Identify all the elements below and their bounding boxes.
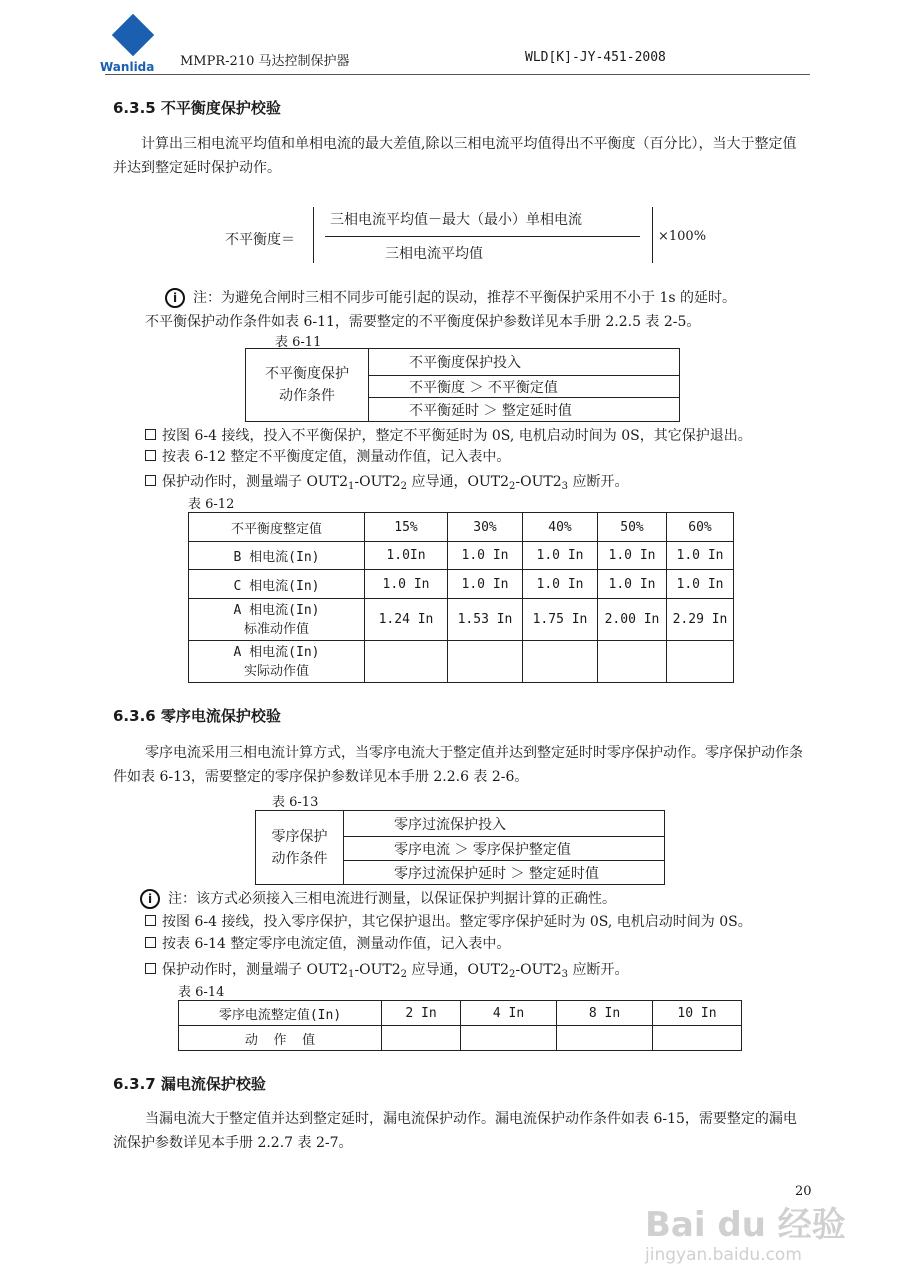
table-caption: 表 6-13 (272, 795, 319, 810)
paragraph: 当漏电流大于整定值并达到整定延时，漏电流保护动作。漏电流保护动作条件如表 6-15，需要整定的漏电流保护参数详见本手册 2.2.7 表 2-7。 (113, 1111, 797, 1151)
logo-text: Wanlida (100, 60, 155, 74)
header-divider (105, 74, 810, 75)
logo-diamond-icon (112, 14, 154, 56)
table-caption: 表 6-11 (275, 335, 322, 350)
note-text: 注：为避免合闸时三相不同步可能引起的误动，推荐不平衡保护采用不小于 1s 的延时。 (193, 290, 736, 306)
note (140, 888, 616, 909)
paragraph: 计算出三相电流平均值和单相电流的最大差值,除以三相电流平均值得出不平衡度（百分比），当大于整定值并达到整定延时保护动作。 (113, 136, 797, 176)
table-cell: 不平衡延时 ＞ 整定延时值 (369, 398, 680, 422)
logo (100, 18, 166, 76)
note (165, 287, 736, 308)
table-row: B 相电流(In) 1.0In 1.0 In 1.0 In 1.0 In 1.0 In (189, 542, 734, 570)
abs-bar-right (652, 207, 653, 263)
table-6-14 (178, 1000, 742, 1051)
table-row: A 相电流(In) 标准动作值 1.24 In 1.53 In 1.75 In 2.00 In 2.29 In (189, 599, 734, 641)
paragraph: 不平衡保护动作条件如表 6-11，需要整定的不平衡度保护参数详见本手册 2.2.5 表 2-5。 (145, 314, 701, 330)
info-icon: i (140, 889, 160, 909)
table-row: A 相电流(In) 实际动作值 (189, 641, 734, 683)
checkbox-icon (145, 937, 156, 948)
section-heading-637: 6.3.7 漏电流保护校验 (113, 1075, 266, 1093)
checkbox-icon (145, 475, 156, 486)
header-cell: 2 In (382, 1001, 461, 1026)
bullet-item: 按图 6-4 接线，投入不平衡保护，整定不平衡延时为 0S, 电机启动时间为 0S，其它保护退出。 (145, 425, 752, 445)
table-cell: 零序电流 ＞ 零序保护整定值 (344, 837, 665, 861)
table-caption: 表 6-14 (178, 985, 225, 1000)
info-icon: i (165, 288, 185, 308)
paragraph: 零序电流采用三相电流计算方式，当零序电流大于整定值并达到整定延时时零序保护动作。零序保护动作条件如表 6-13，需要整定的零序保护参数详见本手册 2.2.6 表 2-6。 (113, 745, 803, 785)
section-heading-636: 6.3.6 零序电流保护校验 (113, 707, 281, 725)
header-product: MMPR-210 马达控制保护器 (180, 54, 350, 69)
table-caption: 表 6-12 (188, 497, 235, 512)
header-cell: 4 In (461, 1001, 557, 1026)
header-cell: 15% (365, 513, 448, 542)
watermark: Bai du 经验 jingyan.baidu.com (645, 1205, 846, 1265)
bullet-item: 保护动作时，测量端子 $OUT2_1-OUT2_2$ 应导通，$OUT2_2-OUT2_3$ 应断开。 (145, 959, 628, 980)
checkbox-icon (145, 963, 156, 974)
condition-label: 零序保护 动作条件 (256, 811, 344, 885)
header-cell: 60% (667, 513, 734, 542)
header-cell: 40% (523, 513, 598, 542)
table-cell: 零序过流保护投入 (344, 811, 665, 837)
table-6-11 (245, 348, 680, 422)
section-heading-635: 6.3.5 不平衡度保护校验 (113, 99, 281, 117)
checkbox-icon (145, 915, 156, 926)
table-6-12 (188, 512, 734, 683)
formula-denominator: 三相电流平均值 (385, 246, 483, 262)
header-cell: 不平衡度整定值 (189, 513, 365, 542)
table-row: C 相电流(In) 1.0 In 1.0 In 1.0 In 1.0 In 1.0 In (189, 570, 734, 599)
empty-cell (365, 641, 448, 683)
formula-multiplier: ×100% (658, 229, 707, 244)
table-cell: 不平衡度保护投入 (369, 349, 680, 376)
bullet-item: 按图 6-4 接线，投入零序保护，其它保护退出。整定零序保护延时为 0S, 电机启动时间为 0S。 (145, 911, 752, 931)
bullet-item: 按表 6-12 整定不平衡度定值，测量动作值，记入表中。 (145, 446, 510, 466)
table-6-13 (255, 810, 665, 885)
header-doc-code: WLD[K]-JY-451-2008 (525, 50, 666, 65)
formula-numerator: 三相电流平均值－最大（最小）单相电流 (330, 212, 582, 228)
header-cell: 8 In (557, 1001, 653, 1026)
table-row: 动 作 值 (179, 1026, 742, 1051)
bullet-item: 保护动作时，测量端子 $OUT2_1-OUT2_2$ 应导通，$OUT2_2-OUT2_3$ 应断开。 (145, 471, 628, 492)
page-number: 20 (795, 1184, 812, 1199)
formula-lhs: 不平衡度＝ (225, 232, 295, 248)
table-cell: 不平衡度 ＞ 不平衡定值 (369, 376, 680, 398)
abs-bar-left (313, 207, 314, 263)
note-text: 注：该方式必须接入三相电流进行测量，以保证保护判据计算的正确性。 (168, 891, 616, 907)
header-cell: 30% (448, 513, 523, 542)
table-cell: 零序过流保护延时 ＞ 整定延时值 (344, 861, 665, 885)
header-cell: 50% (598, 513, 667, 542)
header-cell: 10 In (653, 1001, 742, 1026)
checkbox-icon (145, 429, 156, 440)
checkbox-icon (145, 450, 156, 461)
header-cell: 零序电流整定值(In) (179, 1001, 382, 1026)
fraction-line (325, 236, 640, 237)
bullet-item: 按表 6-14 整定零序电流定值，测量动作值，记入表中。 (145, 933, 510, 953)
condition-label: 不平衡度保护 动作条件 (246, 349, 369, 422)
